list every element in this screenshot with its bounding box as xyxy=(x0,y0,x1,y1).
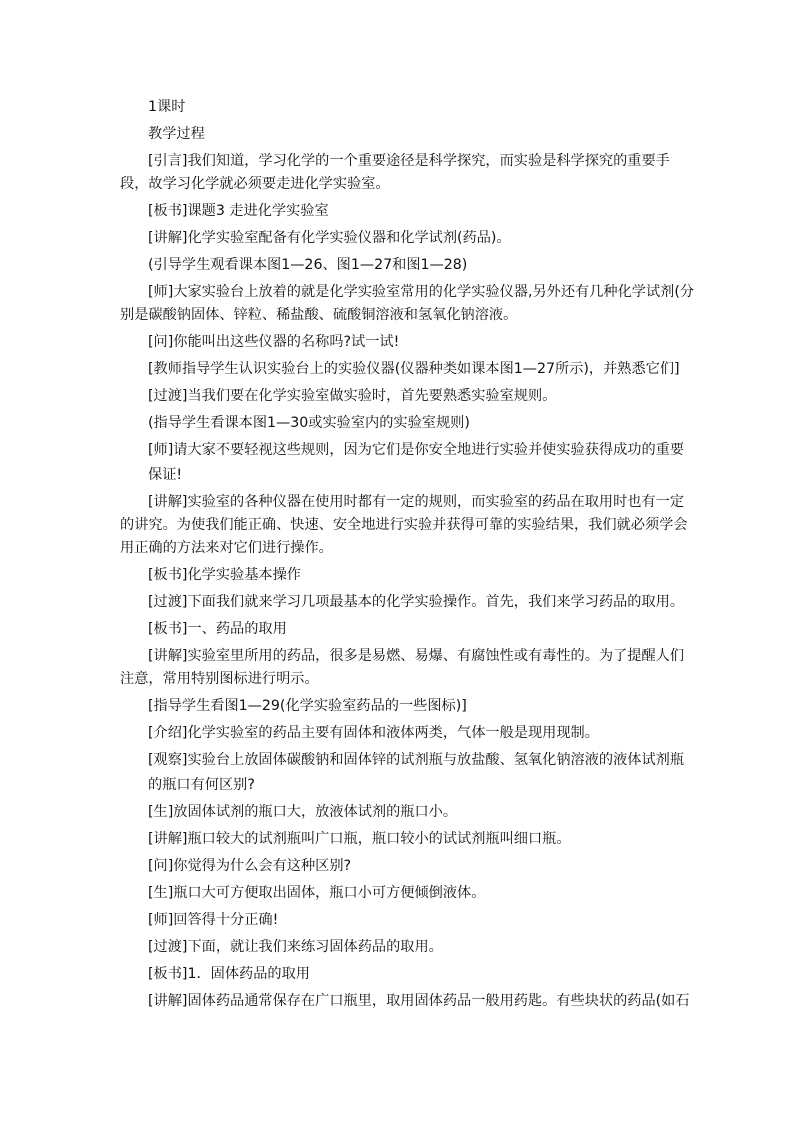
paragraph-guide-figures: (引导学生观看课本图1—26、图1—27和图1—28) xyxy=(148,257,468,273)
paragraph-explanation-bottles: [讲解]瓶口较大的试剂瓶叫广口瓶，瓶口较小的试试剂瓶叫细口瓶。 xyxy=(148,831,571,847)
paragraph-question-names: [问]你能叫出这些仪器的名称吗?试一试! xyxy=(148,334,400,350)
paragraph-board-solid: [板书]1．固体药品的取用 xyxy=(148,966,310,982)
paragraph-explanation-operation: [讲解]实验室的各种仪器在使用时都有一定的规则，而实验室的药品在取用时也有一定的讲究。为使我们能正确、快速、安全地进行实验并获得可靠的实验结果，我们就必须学会用正确的方法来对它们进行操作。 xyxy=(120,494,688,556)
paragraph-teacher-guide: [教师指导学生认识实验台上的实验仪器(仪器种类如课本图1—27所示)，并熟悉它们] xyxy=(148,361,680,377)
paragraph-board-basic-operation: [板书]化学实验基本操作 xyxy=(148,567,301,583)
document-body xyxy=(120,96,695,1017)
paragraph-introduction: [引言]我们知道，学习化学的一个重要途径是科学探究，而实验是科学探究的重要手段，故学习化学就必须要走进化学实验室。 xyxy=(120,153,670,192)
paragraph-explanation-solid: [讲解]固体药品通常保存在广口瓶里，取用固体药品一般用药匙。有些块状的药品(如石 xyxy=(148,993,690,1009)
paragraph-student-reason: [生]瓶口大可方便取出固体，瓶口小可方便倾倒液体。 xyxy=(148,885,486,901)
paragraph-transition-solid: [过渡]下面，就让我们来练习固体药品的取用。 xyxy=(148,939,443,955)
paragraph-guide-rules: (指导学生看课本图1—30或实验室内的实验室规则) xyxy=(148,415,470,431)
paragraph-introduce-types: [介绍]化学实验室的药品主要有固体和液体两类，气体一般是现用现制。 xyxy=(148,725,599,741)
paragraph-question-difference: [问]你觉得为什么会有这种区别? xyxy=(148,858,352,874)
paragraph-explanation-hazards: [讲解]实验室里所用的药品，很多是易燃、易爆、有腐蚀性或有毒性的。为了提醒人们注意，常用特别图标进行明示。 xyxy=(120,648,685,687)
paragraph-student-answer: [生]放固体试剂的瓶口大，放液体试剂的瓶口小。 xyxy=(148,804,458,820)
paragraph-teacher-rules-cont: 保证! xyxy=(148,467,183,483)
section-heading-teaching-process: 教学过程 xyxy=(148,126,205,142)
paragraph-explanation-lab: [讲解]化学实验室配备有化学实验仪器和化学试剂(药品)。 xyxy=(148,230,511,246)
paragraph-board-title: [板书]课题3 走进化学实验室 xyxy=(148,203,329,219)
paragraph-transition-rules: [过渡]当我们要在化学实验室做实验时，首先要熟悉实验室规则。 xyxy=(148,388,557,404)
paragraph-guide-icons: [指导学生看图1—29(化学实验室药品的一些图标)] xyxy=(148,698,467,714)
paragraph-teacher-praise: [师]回答得十分正确! xyxy=(148,912,279,928)
paragraph-transition-basic: [过渡]下面我们就来学习几项最基本的化学实验操作。首先，我们来学习药品的取用。 xyxy=(148,594,685,610)
paragraph-teacher-instruments: [师]大家实验台上放着的就是化学实验室常用的化学实验仪器,另外还有几种化学试剂(分别是碳酸钠固体、锌粒、稀盐酸、硫酸铜溶液和氢氧化钠溶液。 xyxy=(120,284,695,323)
paragraph-teacher-rules: [师]请大家不要轻视这些规则，因为它们是你安全地进行实验并使实验获得成功的重要 xyxy=(148,442,685,458)
paragraph-observe-bottles: [观察]实验台上放固体碳酸钠和固体锌的试剂瓶与放盐酸、氢氧化钠溶液的液体试剂瓶 xyxy=(148,752,685,768)
paragraph-observe-bottles-cont: 的瓶口有何区别? xyxy=(148,777,255,793)
lesson-hour: 1课时 xyxy=(148,99,186,115)
paragraph-board-drug-taking: [板书]一、药品的取用 xyxy=(148,621,287,637)
